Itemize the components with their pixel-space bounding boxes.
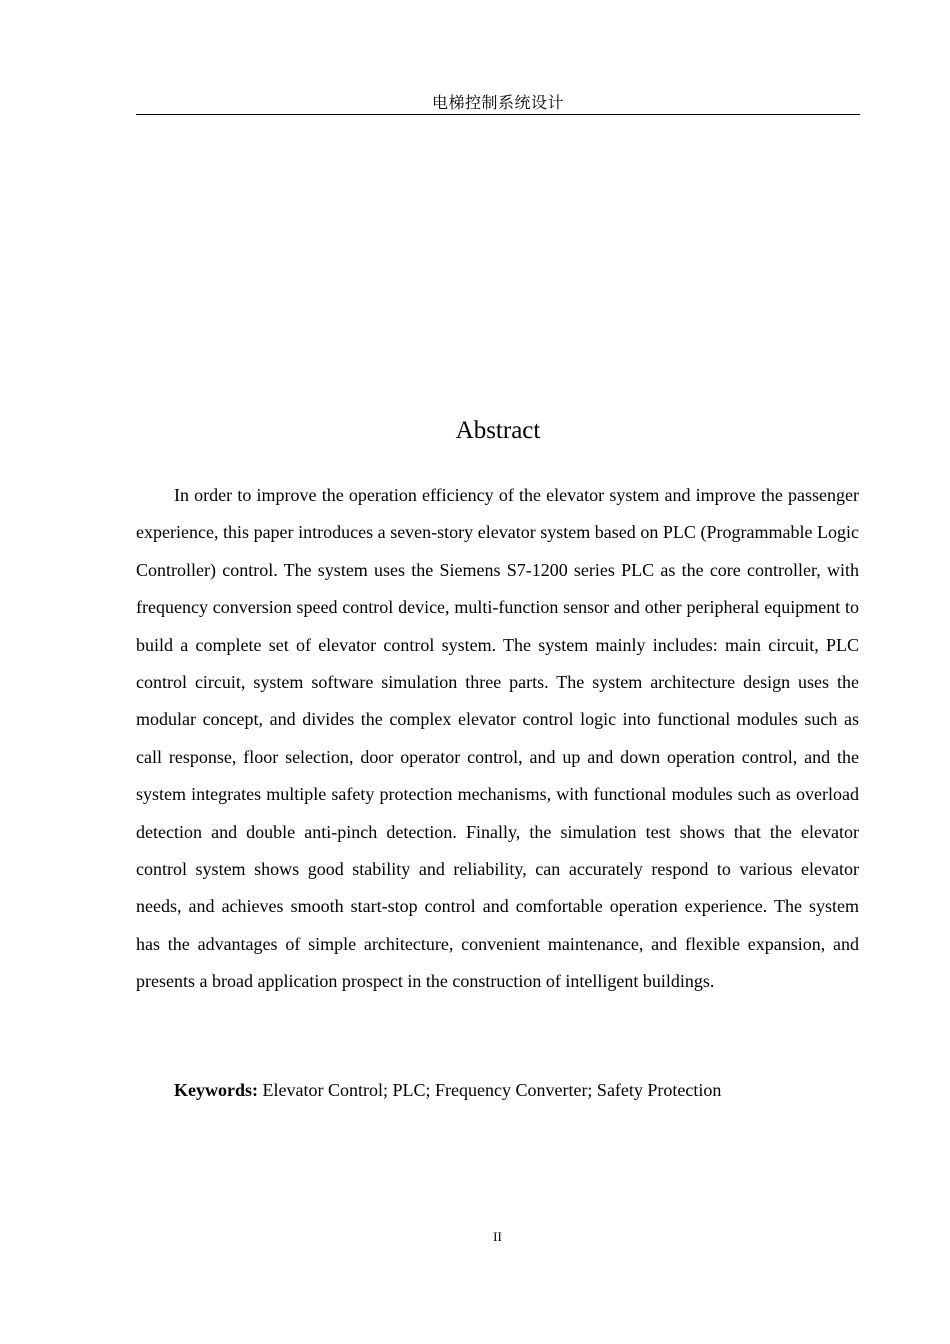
page-header: [136, 92, 860, 115]
keywords-label: Keywords:: [174, 1080, 258, 1100]
header-title: 电梯控制系统设计: [431, 93, 564, 112]
page-number: II: [493, 1229, 502, 1244]
keywords-line: [174, 1075, 860, 1105]
abstract-body: In order to improve the operation efficiency of the elevator system and improve the passenger experience, this paper introduces a seven-story elevator system based on PLC (Programmable Logic Controller) control. The system uses the Siemens S7-1200 series PLC as the core controller, with frequency conversion speed control device, multi-function sensor and other peripheral equipment to build a complete set of elevator control system. The system mainly includes: main circuit, PLC control circuit, system software simulation three parts. The system architecture design uses the modular concept, and divides the complex elevator control logic into functional modules such as call response, floor selection, door operator control, and up and down operation control, and the system integrates multiple safety protection mechanisms, with functional modules such as overload detection and double anti-pinch detection. Finally, the simulation test shows that the elevator control system shows good stability and reliability, can accurately respond to various elevator needs, and achieves smooth start-stop control and comfortable operation experience. The system has the advantages of simple architecture, convenient maintenance, and flexible expansion, and presents a broad application prospect in the construction of intelligent buildings.: [136, 485, 859, 992]
abstract-title: Abstract: [455, 417, 541, 444]
keywords-value: Elevator Control; PLC; Frequency Converter; Safety Protection: [258, 1080, 722, 1100]
